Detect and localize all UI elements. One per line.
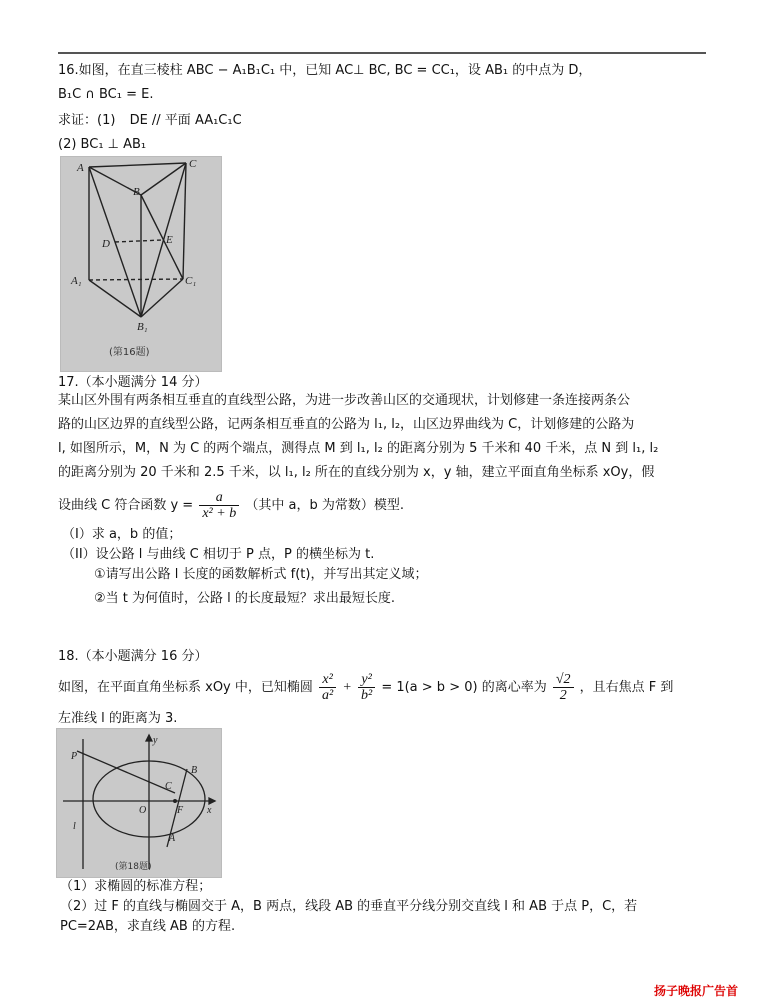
q17-heading: 17.（本小题满分 14 分） xyxy=(58,375,208,390)
q16-line1: 16.如图，在直三棱柱 ABC − A₁B₁C₁ 中，已知 AC⊥ BC, BC = CC₁，设 AB₁ 的中点为 D， xyxy=(58,63,592,78)
q17-fraction-num: a xyxy=(199,490,239,506)
label-F: F xyxy=(177,805,184,816)
q18-p2: 左准线 l 的距离为 3. xyxy=(58,711,178,726)
q18-p1-post: ，且右焦点 F 到 xyxy=(579,680,674,695)
label-B: B xyxy=(133,186,140,198)
label-A1: A₁ xyxy=(71,275,82,287)
q17-part-ii-2: ②当 t 为何值时，公路 l 的长度最短？求出最短长度. xyxy=(94,591,396,606)
q16-prove-label: 求证：(1) xyxy=(58,113,116,128)
q18-frac-y xyxy=(358,672,375,703)
q18-part-ii-1: （2）过 F 的直线与椭圆交于 A，B 两点，线段 AB 的垂直平分线分别交直线 l 和 AB 于点 P，C，若 xyxy=(60,899,638,914)
q16-prove1: DE // 平面 AA₁C₁C xyxy=(129,113,242,128)
q18-frac-y-den: b² xyxy=(360,688,373,703)
q18-part-ii-2: PC=2AB，求直线 AB 的方程. xyxy=(60,919,236,934)
ellipse-figure xyxy=(56,728,222,878)
q16-figure-caption: (第16题) xyxy=(109,347,150,358)
label-C1: C₁ xyxy=(185,275,197,287)
q16-prove xyxy=(58,112,242,130)
label-P: P xyxy=(71,751,78,762)
q17-p5 xyxy=(58,488,404,524)
q17-p2: 路的山区边界的直线型公路，记两条相互垂直的公路为 l₁, l₂，山区边界曲线为 C，计划修建的公路为 xyxy=(58,417,635,432)
q16-prove2: (2) BC₁ ⊥ AB₁ xyxy=(58,137,147,152)
label-C: C xyxy=(165,781,172,792)
q16-line2: B₁C ∩ BC₁ = E. xyxy=(58,87,154,102)
q17-fraction xyxy=(199,490,239,521)
q18-frac-x xyxy=(319,672,336,703)
q17-part-i: （I）求 a，b 的值； xyxy=(62,527,182,542)
q17-p5-pre: 设曲线 C 符合函数 y = xyxy=(58,498,194,513)
q18-ecc-den: 2 xyxy=(559,688,567,703)
label-y: y xyxy=(153,735,158,746)
q18-p1-pre: 如图，在平面直角坐标系 xOy 中，已知椭圆 xyxy=(58,680,313,695)
label-B: B xyxy=(191,765,198,776)
q18-figure-caption: (第18题) xyxy=(115,862,152,872)
label-O: O xyxy=(139,805,147,816)
q18-ellipse-post: = 1(a > b > 0) 的离心率为 xyxy=(381,680,547,695)
q17-p4: 的距离分别为 20 千米和 2.5 千米，以 l₁, l₂ 所在的直线分别为 x，y 轴，建立平面直角坐标系 xOy，假 xyxy=(58,465,655,480)
q18-ecc xyxy=(553,672,574,703)
label-D: D xyxy=(102,238,110,250)
q17-p5-post: （其中 a，b 为常数）模型. xyxy=(245,498,404,513)
q18-part-i: （1）求椭圆的标准方程； xyxy=(60,879,212,894)
q18-frac-x-num: x² xyxy=(319,672,336,688)
label-A: A xyxy=(169,833,176,844)
q17-part-ii-1: ①请写出公路 l 长度的函数解析式 f(t)，并写出其定义域； xyxy=(94,567,428,582)
label-l: l xyxy=(73,821,76,832)
label-C: C xyxy=(189,158,197,170)
footer-watermark: 扬子晚报广告首 xyxy=(653,984,738,998)
q18-ecc-num: √2 xyxy=(553,672,574,688)
q18-frac-y-num: y² xyxy=(358,672,375,688)
q17-fraction-den: x² + b xyxy=(202,506,237,521)
label-A: A xyxy=(77,162,84,174)
q18-heading: 18.（本小题满分 16 分） xyxy=(58,649,208,664)
q17-p3: l, 如图所示，M，N 为 C 的两个端点，测得点 M 到 l₁, l₂ 的距离分别为 5 千米和 40 千米，点 N 到 l₁, l₂ xyxy=(58,441,659,456)
top-rule xyxy=(58,52,706,54)
label-E: E xyxy=(166,234,173,246)
q17-p1: 某山区外围有两条相互垂直的直线型公路，为进一步改善山区的交通现状，计划修建一条连接两条公 xyxy=(58,393,631,408)
q18-p1: 如图，在平面直角坐标系 xOy 中，已知椭圆 $\frac{\text{x²}}{\text{a²}}$ + $\frac{\text{y²}}{\text{b²}}$ = 1(a > b > 0) 的离心率为 $\frac{√2}{2}$ ，且右焦点 F 到 xyxy=(58,672,674,703)
prism-figure xyxy=(60,156,222,372)
label-x: x xyxy=(207,805,212,816)
q17-part-ii: （II）设公路 l 与曲线 C 相切于 P 点，P 的横坐标为 t. xyxy=(62,547,375,562)
label-B1: B₁ xyxy=(137,321,148,333)
q18-frac-x-den: a² xyxy=(322,688,334,703)
